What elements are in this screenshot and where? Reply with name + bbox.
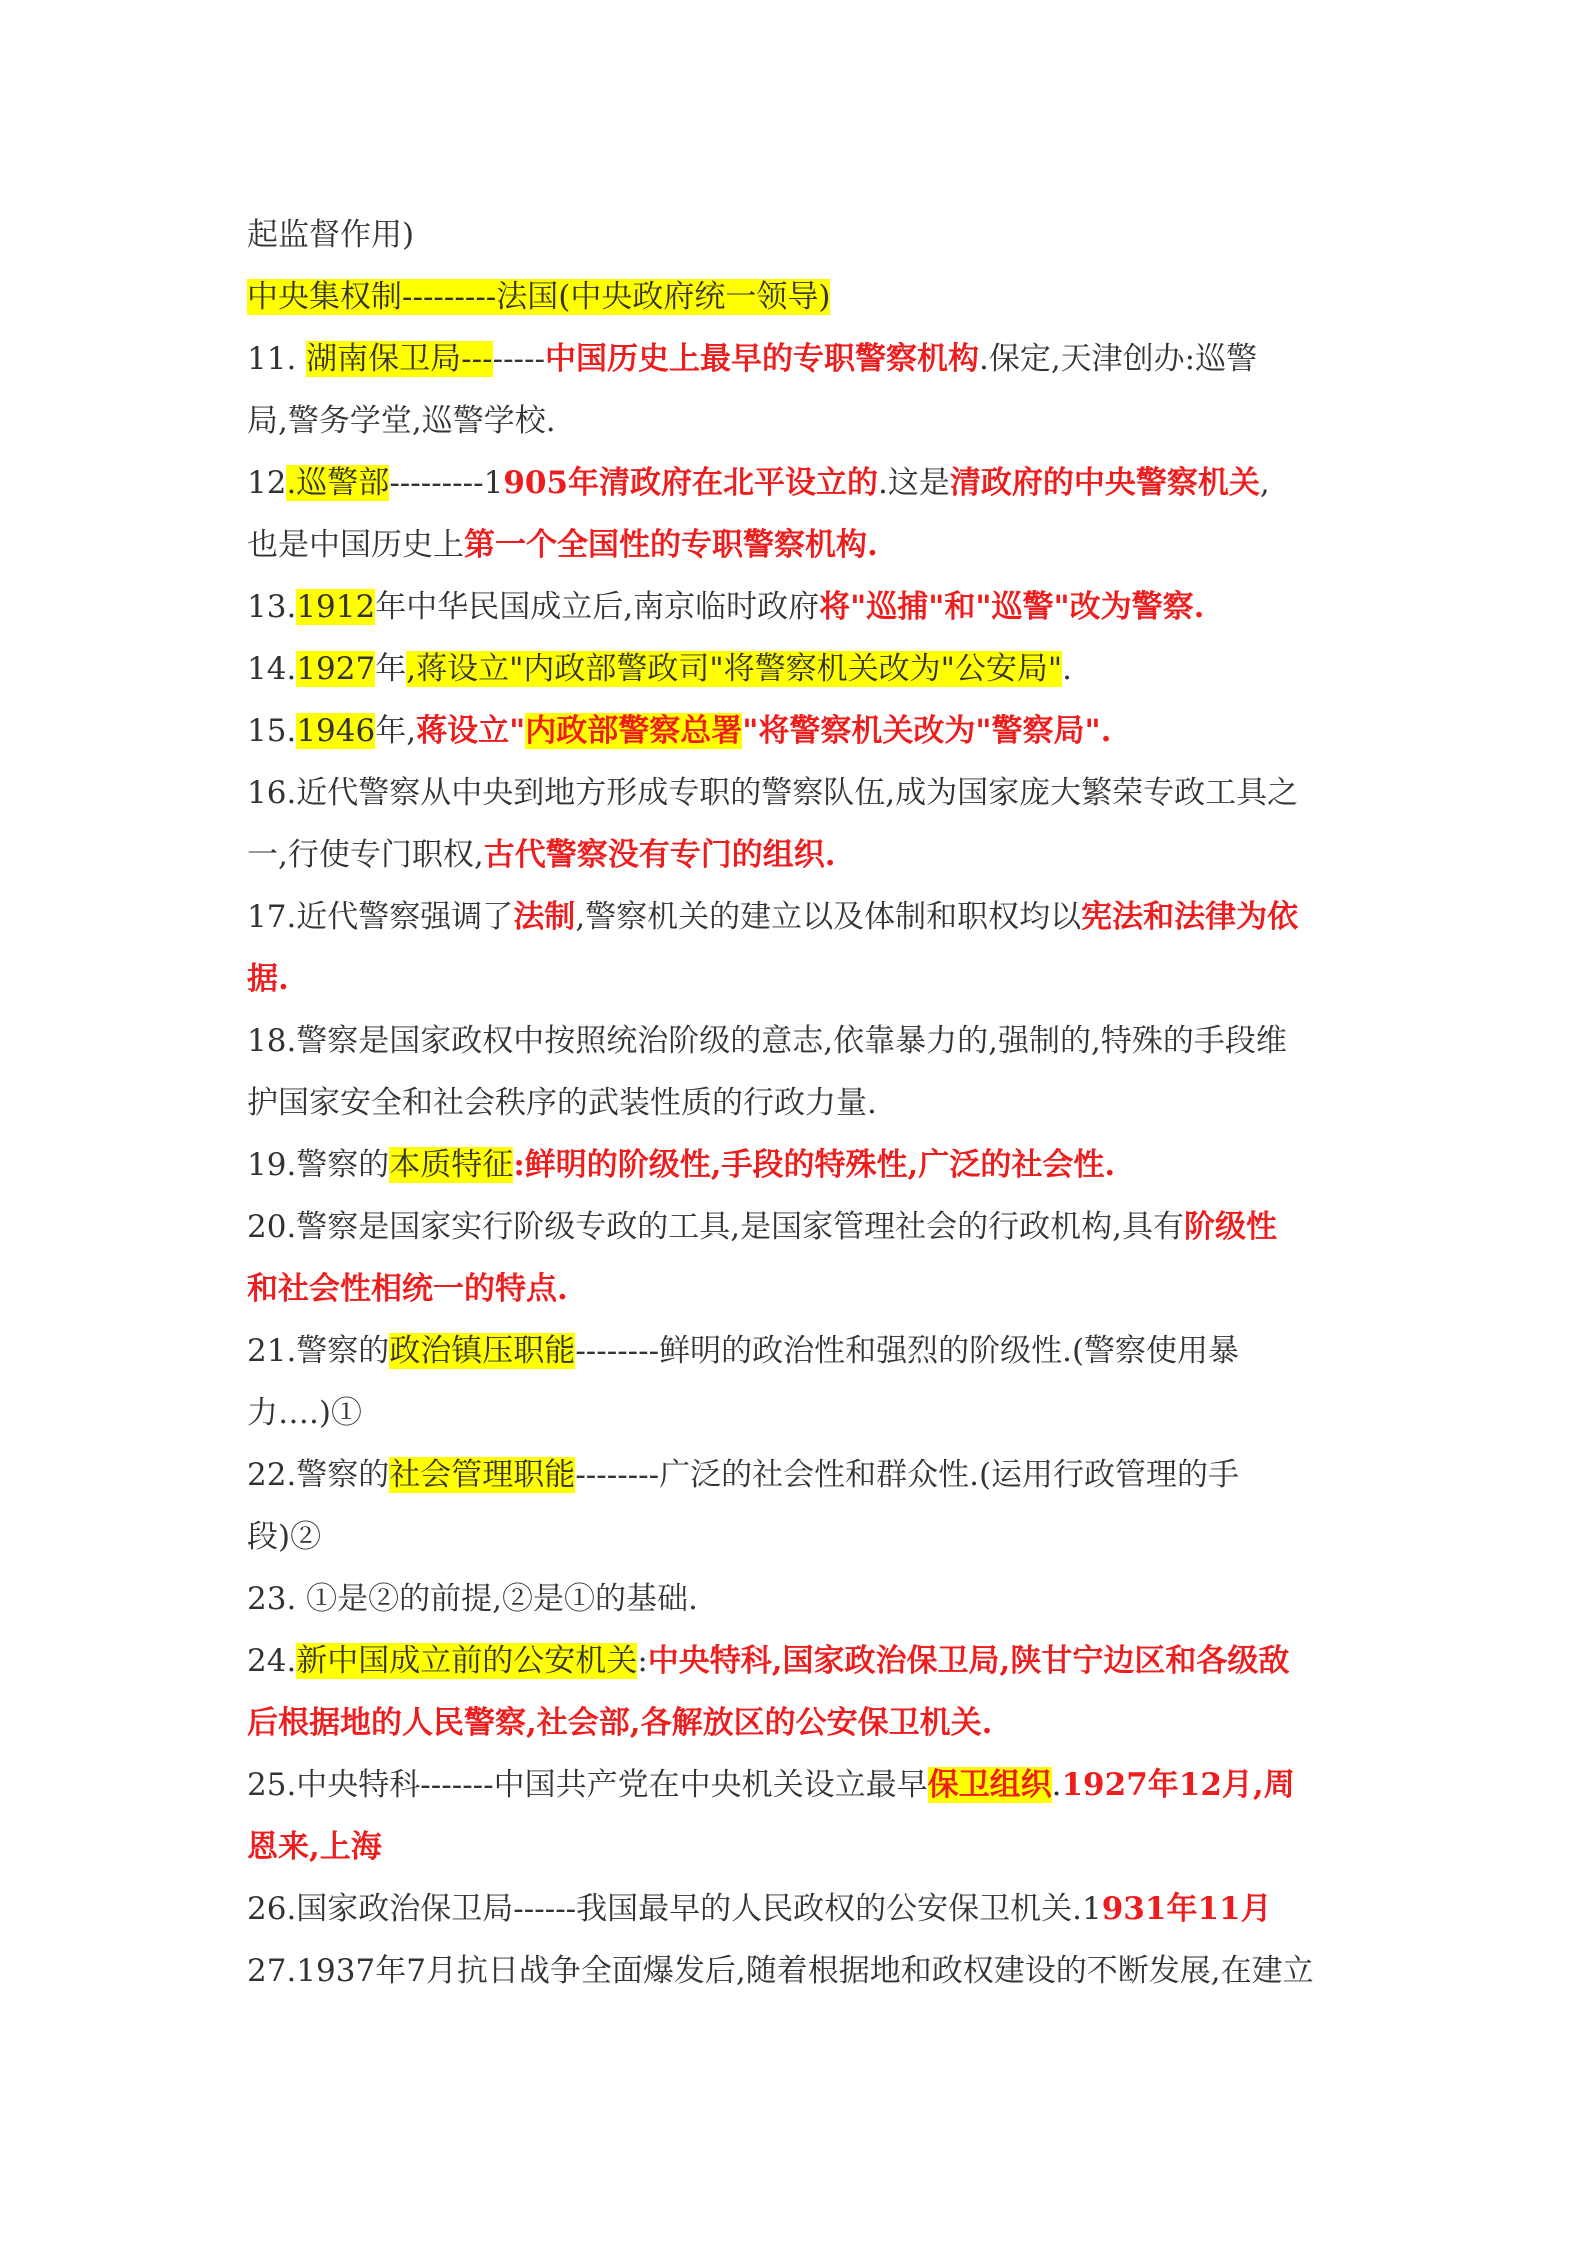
highlighted-text: 1912 <box>296 589 376 625</box>
text-line <box>247 644 1357 694</box>
emphasis-text: 将"巡捕"和"巡警"改为警察. <box>819 589 1205 625</box>
emphasis-text: 中国历史上最早的专职警察机构 <box>544 341 979 377</box>
text-segment: 16.近代警察从中央到地方形成专职的警察队伍,成为国家庞大繁荣专政工具之 <box>247 775 1299 811</box>
text-line <box>247 1512 1357 1562</box>
emphasis-text: :鲜明的阶级性,手段的特殊性,广泛的社会性. <box>513 1147 1116 1183</box>
text-segment: --------鲜明的政治性和强烈的阶级性.(警察使用暴 <box>575 1333 1240 1369</box>
text-line <box>247 1574 1357 1624</box>
text-segment: 年中华民国成立后,南京临时政府 <box>375 589 820 625</box>
text-line <box>247 520 1357 570</box>
text-segment: 14. <box>247 651 297 687</box>
text-segment: 23. ①是②的前提,②是①的基础. <box>247 1581 698 1617</box>
emphasis-text: 清政府的中央警察机关 <box>949 465 1260 501</box>
text-line <box>247 1698 1357 1748</box>
highlighted-text: ,蒋设立"内政部警政司"将警察机关改为"公安局" <box>406 651 1063 687</box>
text-line <box>247 1264 1357 1314</box>
text-segment: 年 <box>375 651 407 687</box>
text-line <box>247 1016 1357 1066</box>
text-line <box>247 458 1357 508</box>
text-line <box>247 768 1357 818</box>
text-segment: 19.警察的 <box>247 1147 390 1183</box>
text-segment: 15. <box>247 713 297 749</box>
text-line <box>247 396 1357 446</box>
highlighted-text: 1946 <box>296 713 376 749</box>
highlighted-text: 社会管理职能 <box>389 1457 576 1493</box>
emphasis-text: 后根据地的人民警察,社会部,各解放区的公安保卫机关. <box>247 1705 993 1741</box>
highlighted-text: .巡警部 <box>286 465 390 501</box>
highlighted-text: 内政部警察总署 <box>525 713 743 749</box>
text-segment: 11. <box>247 341 307 377</box>
emphasis-text: "将警察机关改为"警察局". <box>742 713 1112 749</box>
text-line <box>247 1822 1357 1872</box>
text-segment: 27.1937年7月抗日战争全面爆发后,随着根据地和政权建设的不断发展,在建立 <box>247 1953 1314 1989</box>
highlighted-text: 政治镇压职能 <box>389 1333 576 1369</box>
text-segment: . <box>1051 1767 1062 1803</box>
text-line <box>247 1140 1357 1190</box>
text-segment: 12 <box>247 465 287 501</box>
highlighted-text: 保卫组织 <box>927 1767 1052 1803</box>
text-line <box>247 892 1357 942</box>
text-line <box>247 954 1357 1004</box>
text-segment: : <box>637 1643 648 1679</box>
text-segment: 一,行使专门职权, <box>247 837 484 873</box>
text-segment: 18.警察是国家政权中按照统治阶级的意志,依靠暴力的,强制的,特殊的手段维 <box>247 1023 1287 1059</box>
emphasis-text: 恩来,上海 <box>247 1829 382 1865</box>
text-line <box>247 1078 1357 1128</box>
text-segment: ---------1 <box>389 465 504 501</box>
text-segment: 20.警察是国家实行阶级专政的工具,是国家管理社会的行政机构,具有 <box>247 1209 1185 1245</box>
text-line <box>247 1388 1357 1438</box>
text-segment: 起监督作用) <box>247 217 415 253</box>
highlighted-text: 中央集权制---------法国(中央政府统一领导) <box>247 279 831 315</box>
text-segment: 24. <box>247 1643 297 1679</box>
text-segment: .这是 <box>878 465 950 501</box>
emphasis-text: 931年11月 <box>1101 1891 1272 1927</box>
emphasis-text: 和社会性相统一的特点. <box>247 1271 568 1307</box>
text-line <box>247 210 1357 260</box>
text-line <box>247 582 1357 632</box>
text-segment: 年, <box>375 713 417 749</box>
text-segment: --------广泛的社会性和群众性.(运用行政管理的手 <box>575 1457 1240 1493</box>
text-line <box>247 1326 1357 1376</box>
emphasis-text: 中央特科,国家政治保卫局,陕甘宁边区和各级敌 <box>647 1643 1290 1679</box>
text-line <box>247 1946 1357 1996</box>
text-line <box>247 706 1357 756</box>
text-segment: 26.国家政治保卫局------我国最早的人民政权的公安保卫机关.1 <box>247 1891 1102 1927</box>
text-line <box>247 830 1357 880</box>
text-segment: 局,警务学堂,巡警学校. <box>247 403 556 439</box>
text-line <box>247 1450 1357 1500</box>
highlighted-text: 1927 <box>296 651 376 687</box>
text-line <box>247 1760 1357 1810</box>
text-segment: . <box>1062 651 1072 687</box>
emphasis-text: 阶级性 <box>1184 1209 1278 1245</box>
highlighted-text: 本质特征 <box>389 1147 514 1183</box>
emphasis-text: 第一个全国性的专职警察机构. <box>464 527 878 563</box>
text-segment: 护国家安全和社会秩序的武装性质的行政力量. <box>247 1085 877 1121</box>
emphasis-text: 宪法和法律为依 <box>1081 899 1299 935</box>
text-line <box>247 1884 1357 1934</box>
emphasis-text: 法制 <box>513 899 576 935</box>
text-line <box>247 1636 1357 1686</box>
text-segment: 22.警察的 <box>247 1457 390 1493</box>
text-segment: 段)② <box>247 1519 322 1555</box>
highlighted-text: 湖南保卫局--- <box>306 341 493 377</box>
text-line <box>247 272 1357 322</box>
text-segment: ,警察机关的建立以及体制和职权均以 <box>575 899 1082 935</box>
emphasis-text: 1927年12月,周 <box>1061 1767 1295 1803</box>
text-line <box>247 1202 1357 1252</box>
emphasis-text: 蒋设立" <box>416 713 526 749</box>
highlighted-text: 新中国成立前的公安机关 <box>296 1643 638 1679</box>
text-segment: ----- <box>492 341 545 377</box>
text-segment: 力….)① <box>247 1395 362 1431</box>
text-segment: 也是中国历史上 <box>247 527 464 563</box>
text-segment: 21.警察的 <box>247 1333 390 1369</box>
text-segment: .保定,天津创办:巡警 <box>978 341 1258 377</box>
emphasis-text: 据. <box>247 961 289 997</box>
emphasis-text: 905年清政府在北平设立的 <box>503 465 879 501</box>
text-segment: 25.中央特科-------中国共产党在中央机关设立最早 <box>247 1767 928 1803</box>
text-segment: 17.近代警察强调了 <box>247 899 514 935</box>
text-segment: 13. <box>247 589 297 625</box>
text-segment: , <box>1259 465 1270 501</box>
emphasis-text: 古代警察没有专门的组织. <box>483 837 836 873</box>
text-line <box>247 334 1357 384</box>
